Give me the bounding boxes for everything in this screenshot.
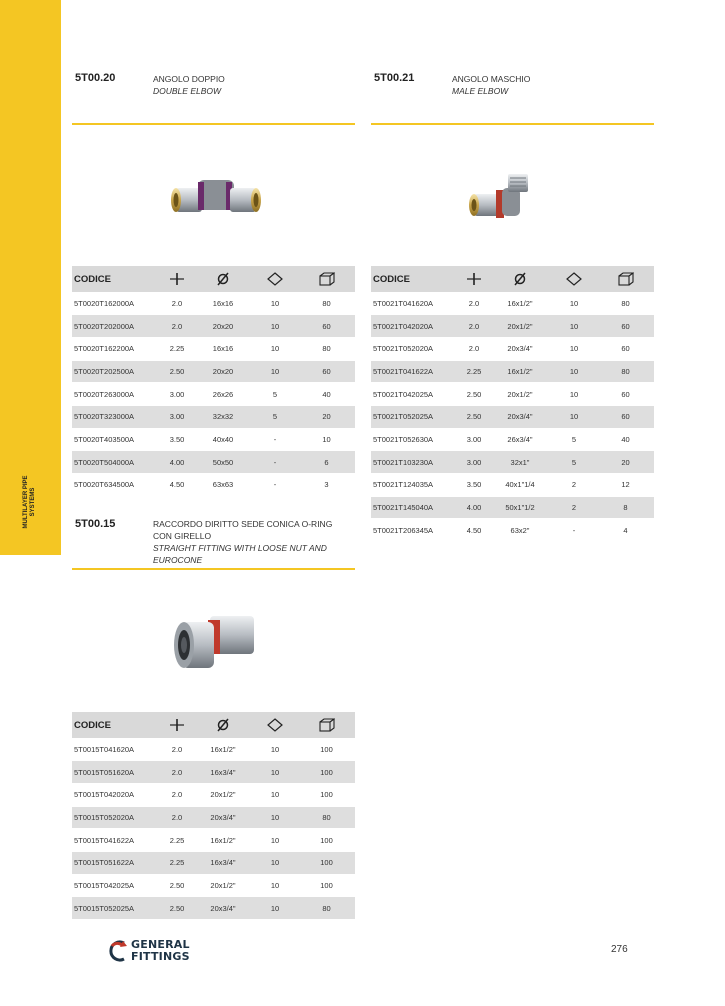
cell-code: 5T0020T403500A (72, 428, 160, 451)
cell-thickness: 2.50 (459, 405, 489, 428)
cell-box: 80 (597, 292, 654, 315)
table-row (72, 897, 355, 920)
cell-package: 10 (551, 360, 597, 383)
cell-diameter: 20x20 (194, 315, 252, 338)
cell-thickness: 2.0 (160, 783, 194, 806)
cell-diameter: 16x3/4" (194, 851, 252, 874)
cell-code: 5T0015T041622A (72, 829, 160, 852)
cell-diameter: 20x3/4" (194, 897, 252, 920)
diameter-icon (194, 712, 252, 738)
cell-code: 5T0015T042025A (72, 874, 160, 897)
cell-package: 5 (551, 428, 597, 451)
cell-box: 80 (597, 360, 654, 383)
cell-package: 10 (252, 874, 298, 897)
cell-thickness: 3.50 (160, 428, 194, 451)
cell-diameter: 16x1/2" (489, 292, 551, 315)
brand-name (131, 939, 190, 963)
cell-package: 10 (252, 851, 298, 874)
sidebar-accent-bar (0, 0, 61, 555)
cell-box: 6 (298, 451, 355, 474)
spec-table-5t0020 (72, 266, 355, 497)
column-header-code: CODICE (72, 712, 160, 738)
cell-box: 40 (597, 428, 654, 451)
male-elbow-image (468, 172, 532, 224)
cell-thickness: 2.0 (459, 315, 489, 338)
cell-code: 5T0021T052630A (371, 428, 459, 451)
table-row (72, 451, 355, 474)
cell-box: 60 (597, 383, 654, 406)
column-header-code: CODICE (371, 266, 459, 292)
cell-diameter: 20x3/4" (194, 806, 252, 829)
table-row (72, 738, 355, 761)
cell-diameter: 16x16 (194, 292, 252, 315)
straight-fitting-image (172, 612, 256, 674)
cell-package: 10 (252, 292, 298, 315)
brand-line1: GENERAL (131, 938, 190, 951)
cell-code: 5T0015T052025A (72, 897, 160, 920)
cell-thickness: 2.50 (160, 360, 194, 383)
cell-box: 80 (298, 806, 355, 829)
page-number: 276 (611, 944, 628, 955)
table-row (371, 496, 654, 519)
cell-code: 5T0020T162000A (72, 292, 160, 315)
table-row (72, 428, 355, 451)
title-italian: ANGOLO MASCHIO (452, 74, 531, 84)
cell-diameter: 16x1/2" (489, 360, 551, 383)
cell-thickness: 4.50 (160, 474, 194, 497)
cell-box: 60 (298, 315, 355, 338)
table-row (371, 428, 654, 451)
cell-diameter: 20x1/2" (489, 383, 551, 406)
cell-code: 5T0021T041622A (371, 360, 459, 383)
cell-code: 5T0021T103230A (371, 451, 459, 474)
cell-code: 5T0021T124035A (371, 474, 459, 497)
cell-code: 5T0021T052025A (371, 405, 459, 428)
cell-diameter: 32x1" (489, 451, 551, 474)
cell-package: 10 (551, 405, 597, 428)
brand-logo (107, 937, 202, 965)
table-row (72, 383, 355, 406)
cell-thickness: 4.00 (459, 496, 489, 519)
sidebar-label-line2: SYSTEMS (30, 487, 36, 517)
section-divider (72, 123, 355, 125)
cell-code: 5T0015T041620A (72, 738, 160, 761)
diameter-icon (194, 266, 252, 292)
package-icon (252, 266, 298, 292)
column-header-code: CODICE (72, 266, 160, 292)
cell-box: 100 (298, 874, 355, 897)
table-row (72, 474, 355, 497)
cell-box: 20 (597, 451, 654, 474)
cell-box: 100 (298, 761, 355, 784)
cell-package: - (252, 474, 298, 497)
table-header (72, 266, 355, 292)
cell-code: 5T0015T042020A (72, 783, 160, 806)
cell-code: 5T0020T504000A (72, 451, 160, 474)
cell-package: 10 (252, 315, 298, 338)
table-row (72, 360, 355, 383)
double-elbow-image (168, 170, 268, 226)
table-row (371, 315, 654, 338)
table-row (371, 337, 654, 360)
cell-box: 100 (298, 783, 355, 806)
cell-code: 5T0021T042020A (371, 315, 459, 338)
cell-box: 60 (597, 405, 654, 428)
section-code-5t0020: 5T00.20 (75, 72, 116, 84)
sidebar-white-area (0, 555, 61, 1006)
section-code-5t0021: 5T00.21 (374, 72, 415, 84)
cell-diameter: 63x2" (489, 519, 551, 542)
title-english: STRAIGHT FITTING WITH LOOSE NUT AND EUROCONE (153, 543, 327, 565)
cell-box: 20 (298, 405, 355, 428)
cell-box: 80 (298, 337, 355, 360)
package-icon (252, 712, 298, 738)
cell-diameter: 16x3/4" (194, 761, 252, 784)
cell-box: 60 (597, 337, 654, 360)
cell-package: 10 (252, 829, 298, 852)
thickness-icon (459, 266, 489, 292)
table-row (72, 851, 355, 874)
cell-package: - (252, 451, 298, 474)
table-row (371, 383, 654, 406)
table-row (72, 783, 355, 806)
cell-package: 10 (252, 761, 298, 784)
cell-thickness: 2.25 (459, 360, 489, 383)
cell-thickness: 4.00 (160, 451, 194, 474)
table-row (371, 474, 654, 497)
table-row (72, 874, 355, 897)
cell-package: 10 (252, 897, 298, 920)
thickness-icon (160, 266, 194, 292)
section-title-5t0021 (452, 73, 642, 97)
logo-mark-icon (107, 938, 129, 964)
cell-box: 80 (298, 897, 355, 920)
cell-code: 5T0015T051622A (72, 851, 160, 874)
box-icon (597, 266, 654, 292)
table-row (371, 451, 654, 474)
cell-diameter: 16x1/2" (194, 738, 252, 761)
cell-thickness: 2.25 (160, 851, 194, 874)
table-row (371, 519, 654, 542)
cell-thickness: 4.50 (459, 519, 489, 542)
cell-package: - (252, 428, 298, 451)
title-english: DOUBLE ELBOW (153, 86, 222, 96)
cell-thickness: 3.50 (459, 474, 489, 497)
cell-box: 80 (298, 292, 355, 315)
cell-box: 8 (597, 496, 654, 519)
table-row (72, 292, 355, 315)
cell-box: 12 (597, 474, 654, 497)
thickness-icon (160, 712, 194, 738)
cell-package: 5 (252, 383, 298, 406)
cell-package: 2 (551, 496, 597, 519)
cell-thickness: 2.50 (459, 383, 489, 406)
table-row (371, 405, 654, 428)
cell-code: 5T0020T162200A (72, 337, 160, 360)
cell-diameter: 20x3/4" (489, 337, 551, 360)
title-italian: ANGOLO DOPPIO (153, 74, 225, 84)
cell-code: 5T0015T052020A (72, 806, 160, 829)
cell-diameter: 26x3/4" (489, 428, 551, 451)
sidebar-label-line1: MULTILAYER PIPE (23, 475, 29, 529)
table-header (72, 712, 355, 738)
cell-code: 5T0020T323000A (72, 405, 160, 428)
cell-thickness: 3.00 (459, 451, 489, 474)
spec-table-5t0021 (371, 266, 654, 542)
cell-diameter: 20x1/2" (194, 783, 252, 806)
cell-package: 10 (252, 806, 298, 829)
cell-code: 5T0020T634500A (72, 474, 160, 497)
cell-diameter: 40x1"1/4 (489, 474, 551, 497)
section-divider (72, 568, 355, 570)
cell-thickness: 2.0 (160, 315, 194, 338)
cell-diameter: 16x16 (194, 337, 252, 360)
cell-package: 10 (551, 383, 597, 406)
cell-package: 10 (551, 292, 597, 315)
cell-box: 40 (298, 383, 355, 406)
cell-thickness: 3.00 (459, 428, 489, 451)
cell-package: 10 (252, 738, 298, 761)
brand-line2: FITTINGS (131, 950, 190, 963)
cell-diameter: 26x26 (194, 383, 252, 406)
table-header (371, 266, 654, 292)
cell-code: 5T0020T202000A (72, 315, 160, 338)
spec-table-5t0015 (72, 712, 355, 920)
cell-thickness: 2.50 (160, 897, 194, 920)
cell-diameter: 20x20 (194, 360, 252, 383)
cell-code: 5T0021T145040A (371, 496, 459, 519)
cell-package: 5 (551, 451, 597, 474)
cell-box: 60 (298, 360, 355, 383)
cell-thickness: 2.25 (160, 829, 194, 852)
cell-box: 60 (597, 315, 654, 338)
cell-code: 5T0021T206345A (371, 519, 459, 542)
table-row (72, 806, 355, 829)
cell-code: 5T0020T263000A (72, 383, 160, 406)
diameter-icon (489, 266, 551, 292)
table-row (72, 337, 355, 360)
table-row (72, 315, 355, 338)
box-icon (298, 712, 355, 738)
cell-diameter: 63x63 (194, 474, 252, 497)
section-title-5t0015 (153, 518, 353, 566)
cell-thickness: 2.0 (160, 738, 194, 761)
cell-thickness: 2.0 (160, 292, 194, 315)
cell-package: 10 (551, 315, 597, 338)
cell-diameter: 20x3/4" (489, 405, 551, 428)
cell-package: 10 (252, 783, 298, 806)
cell-package: 10 (551, 337, 597, 360)
table-row (72, 761, 355, 784)
cell-thickness: 2.0 (459, 292, 489, 315)
cell-code: 5T0020T202500A (72, 360, 160, 383)
cell-thickness: 2.0 (160, 806, 194, 829)
title-italian: RACCORDO DIRITTO SEDE CONICA O-RING CON GIRELLO (153, 519, 333, 541)
cell-diameter: 20x1/2" (489, 315, 551, 338)
title-english: MALE ELBOW (452, 86, 509, 96)
sidebar-category-label (23, 475, 37, 528)
cell-code: 5T0021T052020A (371, 337, 459, 360)
cell-code: 5T0021T042025A (371, 383, 459, 406)
cell-package: - (551, 519, 597, 542)
cell-thickness: 2.0 (459, 337, 489, 360)
cell-diameter: 40x40 (194, 428, 252, 451)
box-icon (298, 266, 355, 292)
cell-box: 3 (298, 474, 355, 497)
table-row (371, 360, 654, 383)
cell-box: 100 (298, 851, 355, 874)
cell-diameter: 32x32 (194, 405, 252, 428)
cell-box: 10 (298, 428, 355, 451)
cell-box: 4 (597, 519, 654, 542)
cell-box: 100 (298, 738, 355, 761)
cell-diameter: 50x50 (194, 451, 252, 474)
cell-diameter: 50x1"1/2 (489, 496, 551, 519)
cell-code: 5T0015T051620A (72, 761, 160, 784)
cell-box: 100 (298, 829, 355, 852)
cell-diameter: 16x1/2" (194, 829, 252, 852)
cell-thickness: 2.50 (160, 874, 194, 897)
cell-thickness: 2.0 (160, 761, 194, 784)
table-row (72, 405, 355, 428)
section-code-5t0015: 5T00.15 (75, 518, 116, 530)
table-row (72, 829, 355, 852)
cell-package: 10 (252, 337, 298, 360)
cell-package: 2 (551, 474, 597, 497)
cell-package: 10 (252, 360, 298, 383)
cell-thickness: 2.25 (160, 337, 194, 360)
cell-thickness: 3.00 (160, 383, 194, 406)
cell-code: 5T0021T041620A (371, 292, 459, 315)
cell-package: 5 (252, 405, 298, 428)
table-row (371, 292, 654, 315)
cell-thickness: 3.00 (160, 405, 194, 428)
section-title-5t0020 (153, 73, 343, 97)
cell-diameter: 20x1/2" (194, 874, 252, 897)
package-icon (551, 266, 597, 292)
section-divider (371, 123, 654, 125)
